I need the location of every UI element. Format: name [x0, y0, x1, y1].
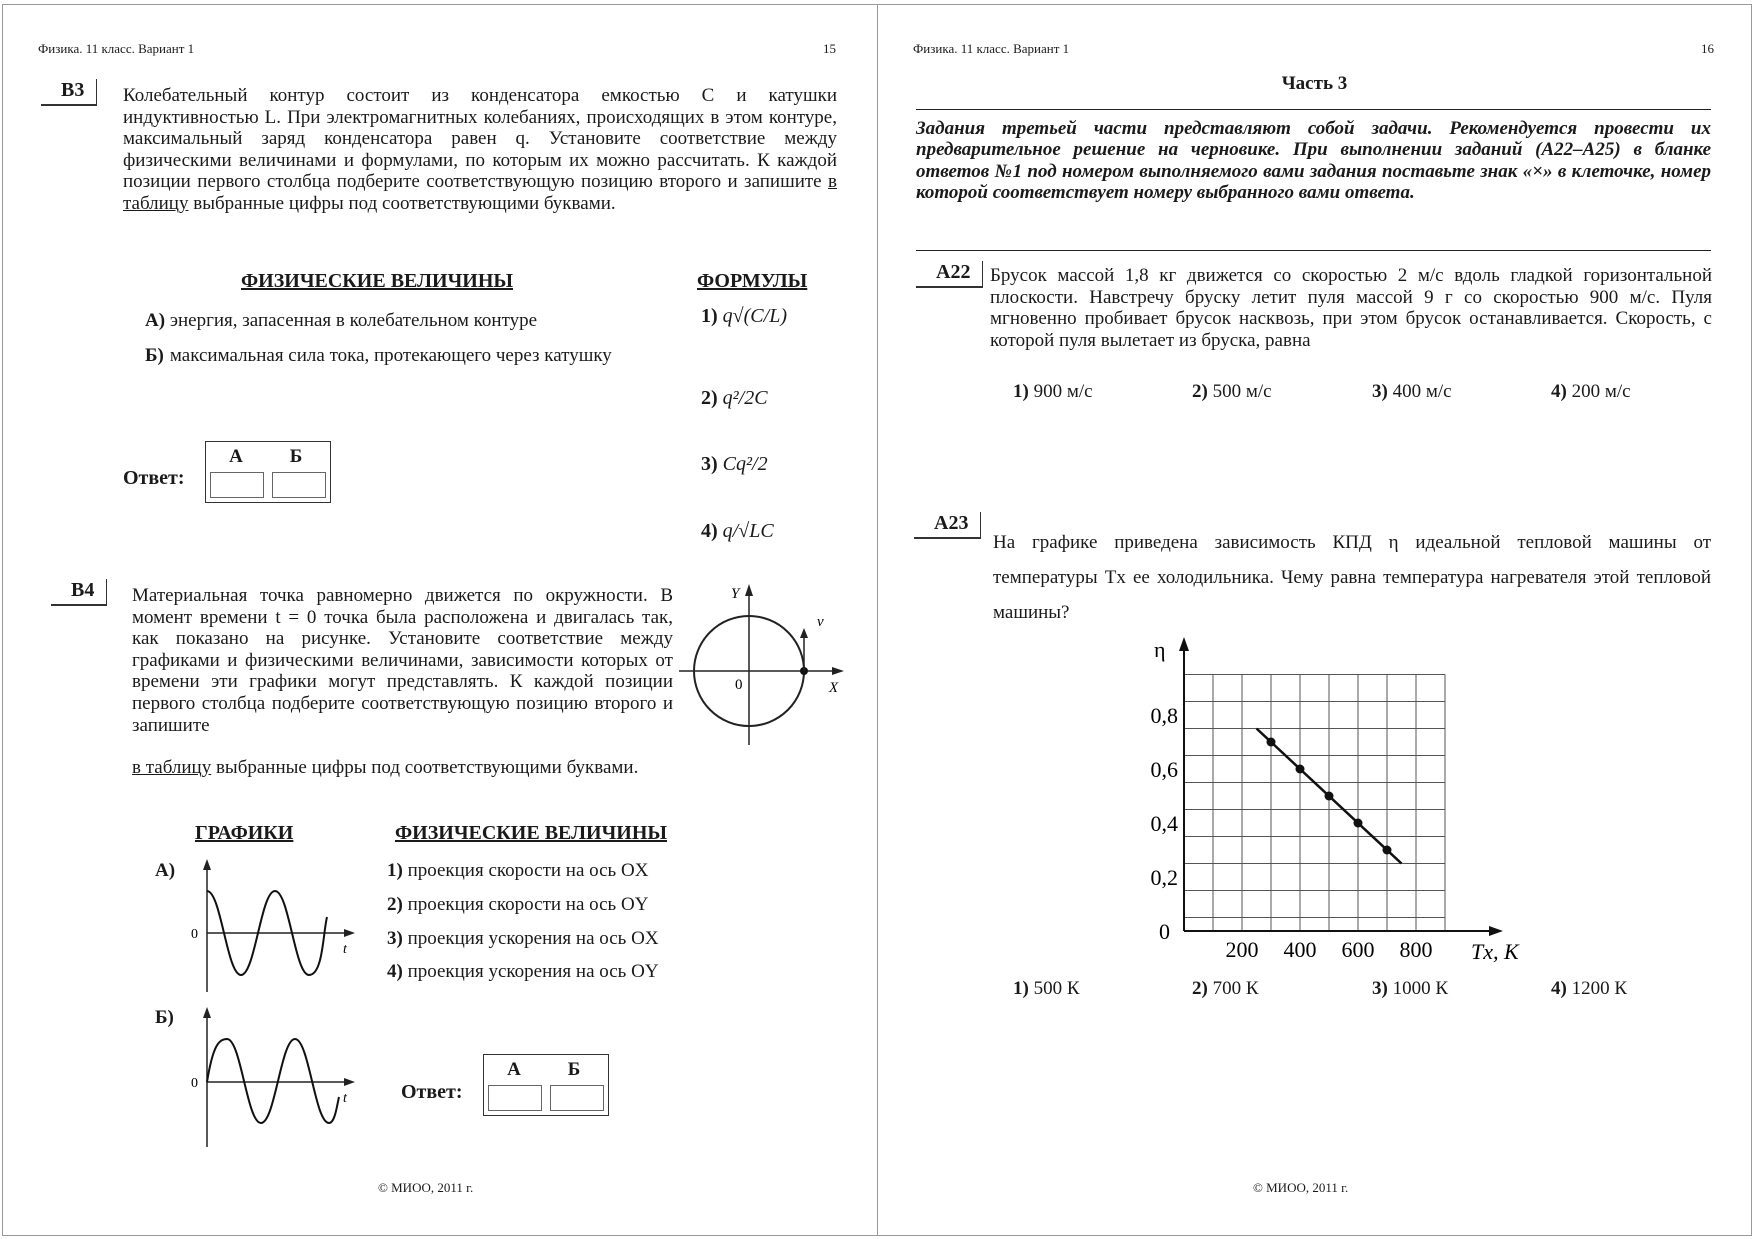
answer-box-b[interactable] [272, 472, 326, 498]
a22-option-1[interactable] [1013, 381, 1093, 403]
a22-text: Брусок массой 1,8 кг движется со скоростью 2 м/с вдоль гладкой горизонтальной плоскости. Навстречу бруску летит пуля массой 9 г со скоростью 900 м/с. Пуля мгновенно пробивает брусок насквозь, при этом брусок останавливается. Скорость, с которой пуля вылетает из бруска, равна [990, 265, 1712, 351]
page-footer: © МИОО, 2011 г. [378, 1180, 474, 1195]
data-point [1296, 765, 1305, 774]
graph-b [183, 1005, 358, 1150]
option-value: 500 К [1033, 978, 1080, 999]
answer-col-a: А [507, 1059, 521, 1080]
b3-item-b [145, 345, 665, 366]
divider [916, 250, 1711, 251]
quantity-3 [387, 928, 659, 950]
zero-label: 0 [191, 927, 198, 942]
task-tag-b4: В4 [51, 579, 107, 606]
y-label: Y [731, 586, 740, 602]
b3-text-body: Колебательный контур состоит из конденсатора емкостью C и катушки индуктивностью L. При электромагнитных колебаниях, происходящих в этом контуре, максимальный заряд конденсатора равен q. Установите соответствие между физическими величинами и формулами, по которым их можно рассчитать. К каждой позиции первого столбца подберите соответствующую позицию второго и запишите [123, 85, 837, 193]
option-number: 2) [1192, 978, 1208, 999]
option-number: 1) [1013, 381, 1029, 402]
option-value: 400 м/с [1392, 381, 1452, 402]
page-number: 15 [823, 41, 836, 56]
option-number: 3) [1372, 381, 1388, 402]
a22-option-4[interactable] [1551, 381, 1631, 403]
item-label: Б) [145, 345, 164, 366]
b4-text: Материальная точка равномерно движется по окружности. В момент времени t = 0 точка была расположена и двигалась так, как показано на рисунке. Установите соответствие между графиками и физическими величинами, зависимости которых от времени эти графики могут представлять. К каждой позиции первого столбца подберите соответствующую позицию второго и запишите [132, 585, 673, 736]
b4-col1-title: ГРАФИКИ [195, 822, 294, 844]
option-value: 1200 К [1571, 978, 1628, 999]
sine-curve [207, 1039, 339, 1123]
v-label: v [817, 614, 824, 630]
option-number: 4) [1551, 381, 1567, 402]
y-tick-label: 0,8 [1150, 703, 1178, 728]
answer-box-a[interactable] [488, 1085, 542, 1111]
quantity-text: проекция ускорения на ось OX [407, 928, 659, 949]
b4-col2-title: ФИЗИЧЕСКИЕ ВЕЛИЧИНЫ [395, 822, 668, 844]
b3-col2-title: ФОРМУЛЫ [697, 270, 808, 292]
x-axis-label: Tх, К [1471, 939, 1519, 964]
option-number: 4) [1551, 978, 1567, 999]
zero-label: 0 [191, 1076, 198, 1091]
y-arrow-icon [745, 584, 753, 596]
formula-number: 1) [701, 305, 718, 327]
task-tag-a23: А23 [914, 512, 981, 539]
option-number: 3) [1372, 978, 1388, 999]
item-text: энергия, запасенная в колебательном контуре [169, 310, 538, 331]
graph-b-label: Б) [155, 1007, 174, 1028]
a23-option-2[interactable] [1192, 978, 1259, 1000]
a23-option-4[interactable] [1551, 978, 1627, 1000]
x-tick-label: 800 [1399, 937, 1433, 962]
quantity-text: проекция скорости на ось OY [407, 894, 649, 915]
t-label: t [343, 942, 347, 957]
answer-col-b: Б [289, 446, 303, 467]
formula-1 [701, 305, 787, 328]
formula-4 [701, 520, 774, 543]
b3-answer-table [205, 441, 331, 503]
formula-number: 2) [701, 387, 718, 409]
page-header: Физика. 11 класс. Вариант 1 [38, 41, 195, 56]
part-title: Часть 3 [1281, 73, 1348, 94]
quantity-text: проекция скорости на ось OX [407, 860, 649, 881]
option-value: 900 м/с [1033, 381, 1093, 402]
graph-a [183, 857, 358, 997]
page-right [877, 4, 1752, 1236]
page-number: 16 [1701, 41, 1714, 56]
formula-number: 3) [701, 453, 718, 475]
b4-text-link: в таблицу [132, 757, 212, 778]
quantity-number: 1) [387, 860, 403, 881]
task-tag-b3: В3 [41, 79, 97, 106]
b3-item-a [145, 310, 665, 332]
y-tick-label: 0,4 [1150, 811, 1178, 836]
answer-box-b[interactable] [550, 1085, 604, 1111]
a22-option-2[interactable] [1192, 381, 1272, 403]
axis-arrow-icon [203, 859, 211, 870]
x-axis-arrow-icon [1489, 926, 1503, 936]
efficiency-chart [1118, 635, 1519, 965]
quantity-number: 3) [387, 928, 403, 949]
formula-expression: q/√LC [722, 520, 774, 542]
y-axis-label: η [1154, 637, 1166, 662]
page-footer: © МИОО, 2011 г. [1253, 1180, 1349, 1195]
y-axis-arrow-icon [1179, 637, 1189, 651]
quantity-2 [387, 894, 648, 916]
origin-label: 0 [1159, 919, 1170, 944]
quantity-number: 2) [387, 894, 403, 915]
page-header: Физика. 11 класс. Вариант 1 [913, 41, 1070, 56]
a23-option-1[interactable] [1013, 978, 1080, 1000]
t-label: t [343, 1091, 347, 1106]
b3-text [123, 85, 837, 215]
divider [916, 109, 1711, 110]
item-text: максимальная сила тока, протекающего через катушку [169, 345, 612, 366]
formula-expression: q√(C/L) [722, 305, 787, 327]
item-label: А) [145, 310, 166, 331]
b3-text-end: выбранные цифры под соответствующими буквами. [188, 192, 616, 214]
circle-motion-figure [679, 580, 849, 750]
answer-box-a[interactable] [210, 472, 264, 498]
axis-arrow-icon [344, 929, 355, 937]
b4-answer-label: Ответ: [401, 1081, 463, 1103]
data-point [1354, 819, 1363, 828]
quantity-4 [387, 961, 659, 983]
data-point [1267, 738, 1276, 747]
formula-3 [701, 453, 768, 476]
answer-col-a: А [229, 446, 243, 467]
data-point [1383, 846, 1392, 855]
formula-expression: q²/2C [722, 387, 768, 409]
answer-col-b: Б [567, 1059, 581, 1080]
x-label: X [829, 680, 839, 696]
b3-col1-title: ФИЗИЧЕСКИЕ ВЕЛИЧИНЫ [241, 270, 514, 292]
option-value: 700 К [1212, 978, 1259, 999]
b4-text-end [132, 757, 772, 779]
axis-arrow-icon [344, 1078, 355, 1086]
velocity-arrow-icon [800, 628, 808, 638]
x-tick-label: 600 [1341, 937, 1375, 962]
b3-text-link: в таблицу [123, 171, 837, 214]
b4-answer-table [483, 1054, 609, 1116]
a23-option-3[interactable] [1372, 978, 1448, 1000]
page-left [2, 4, 878, 1236]
quantity-number: 4) [387, 961, 403, 982]
task-tag-a22: А22 [916, 261, 983, 288]
axis-arrow-icon [203, 1007, 211, 1018]
y-tick-label: 0,2 [1150, 865, 1178, 890]
y-tick-label: 0,6 [1150, 757, 1178, 782]
option-number: 2) [1192, 381, 1208, 402]
part3-instructions: Задания третьей части представляют собой задачи. Рекомендуется провести их предварительное решение на черновике. При выполнении заданий (А22–А25) в бланке ответов №1 под номером выполняемого вами задания поставьте знак «×» в клеточке, номер которой соответствует номеру выбранного вами ответа. [916, 118, 1711, 203]
origin-label: 0 [735, 677, 743, 693]
formula-2 [701, 387, 768, 410]
a23-text: На графике приведена зависимость КПД η идеальной тепловой машины от температуры Tх ее холодильника. Чему равна температура нагревателя этой тепловой машины? [993, 532, 1711, 623]
formula-expression: Cq²/2 [722, 453, 768, 475]
b4-text-tail: выбранные цифры под соответствующими буквами. [211, 757, 639, 778]
data-point [1325, 792, 1334, 801]
option-value: 200 м/с [1571, 381, 1631, 402]
quantity-1 [387, 860, 648, 882]
formula-number: 4) [701, 520, 718, 542]
x-tick-label: 400 [1283, 937, 1317, 962]
x-tick-label: 200 [1225, 937, 1259, 962]
option-value: 500 м/с [1212, 381, 1272, 402]
a22-option-3[interactable] [1372, 381, 1452, 403]
graph-a-label: А) [155, 860, 176, 881]
option-value: 1000 К [1392, 978, 1449, 999]
option-number: 1) [1013, 978, 1029, 999]
x-arrow-icon [832, 667, 844, 675]
quantity-text: проекция ускорения на ось OY [407, 961, 659, 982]
b3-answer-label: Ответ: [123, 467, 185, 489]
